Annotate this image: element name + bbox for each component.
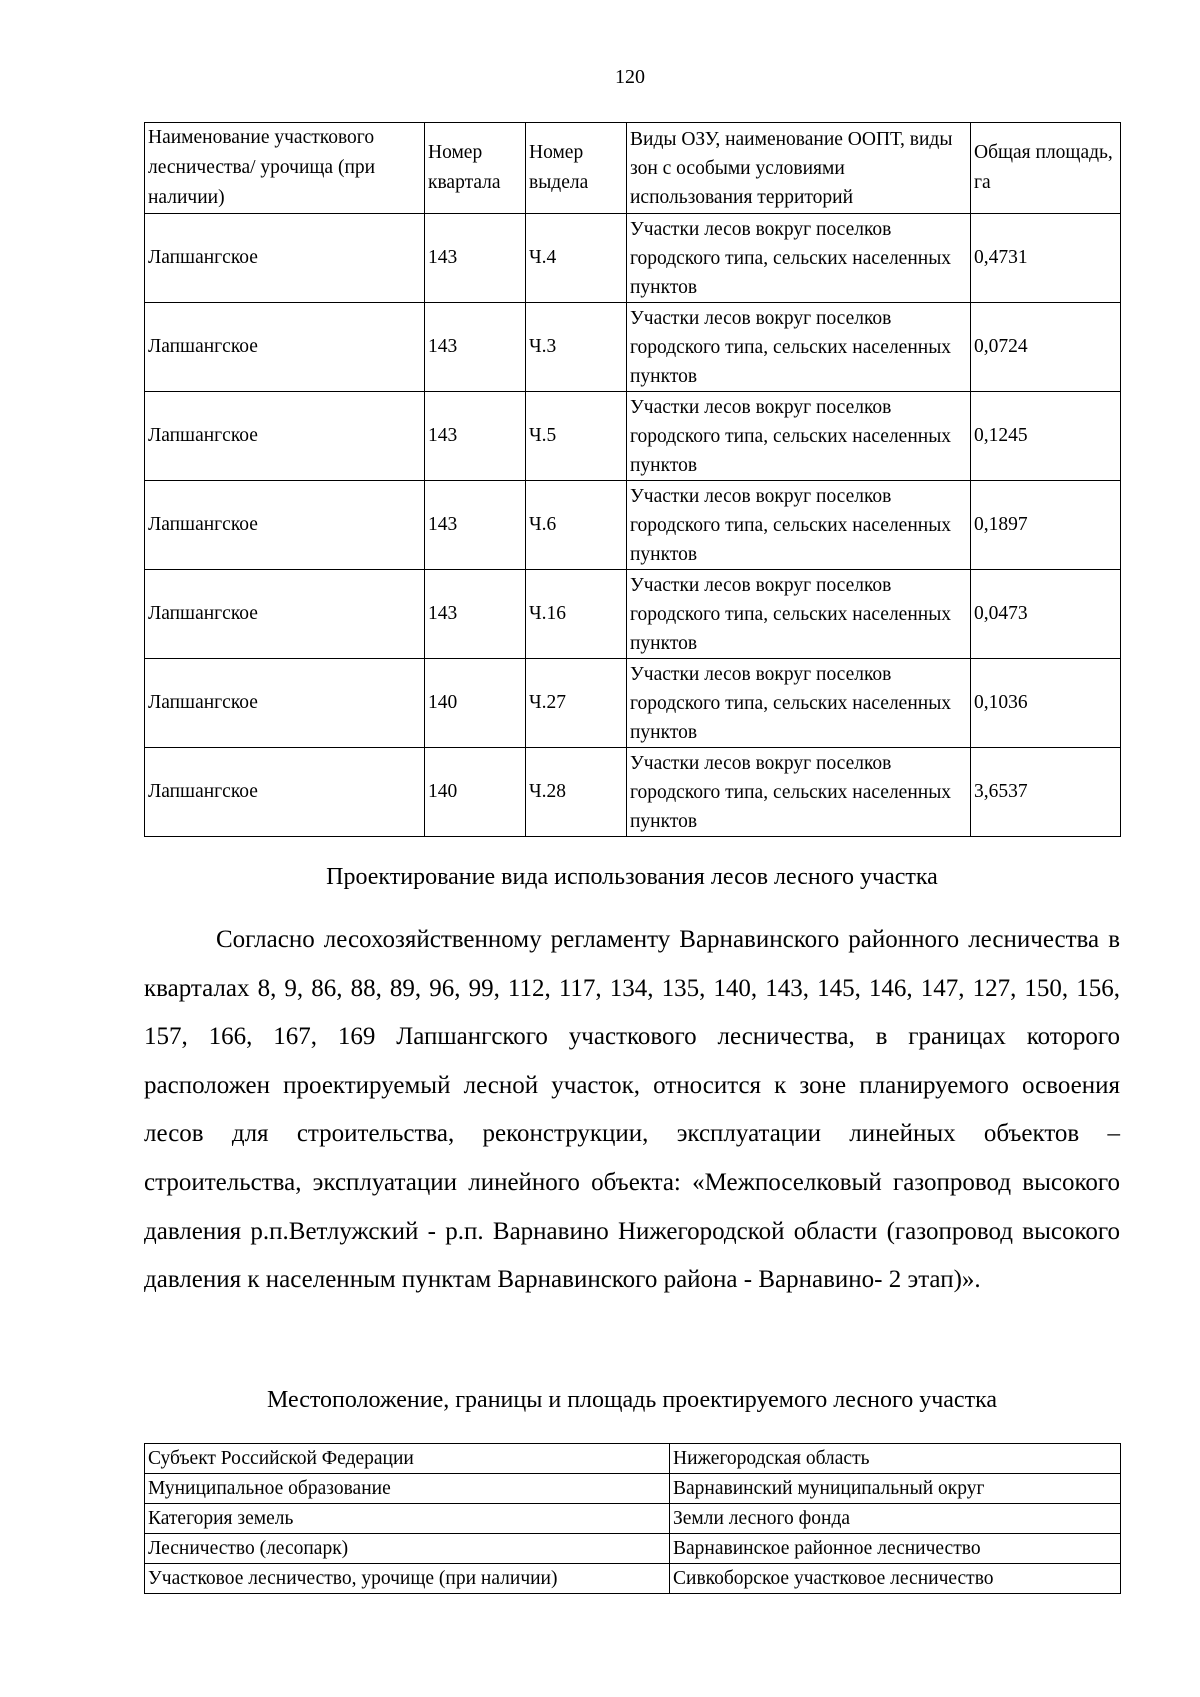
table-cell: Участки лесов вокруг поселков городского типа, сельских населенных пунктов: [627, 748, 971, 837]
table-cell: Участки лесов вокруг поселков городского типа, сельских населенных пунктов: [627, 214, 971, 303]
table-cell: Категория земель: [145, 1504, 670, 1534]
table-cell: Варнавинское районное лесничество: [670, 1534, 1121, 1564]
table-cell: Лапшангское: [145, 481, 425, 570]
table-cell: Участки лесов вокруг поселков городского типа, сельских населенных пунктов: [627, 392, 971, 481]
table-cell: Ч.27: [526, 659, 627, 748]
forest-plots-table: [144, 122, 1121, 837]
table-cell: Ч.16: [526, 570, 627, 659]
table-cell: Субъект Российской Федерации: [145, 1444, 670, 1474]
table-row: [145, 1474, 1121, 1504]
table-cell: 143: [425, 214, 526, 303]
table-cell: Лапшангское: [145, 570, 425, 659]
table-cell: Ч.4: [526, 214, 627, 303]
location-info-table: [144, 1443, 1121, 1594]
header-cell: Номер выдела: [526, 123, 627, 214]
body-paragraph: Согласно лесохозяйственному регламенту Варнавинского районного лесничества в кварталах 8, 9, 86, 88, 89, 96, 99, 112, 117, 134, 135, 140, 143, 145, 146, 147, 127, 150, 156, 157, 166, 167, 169 Лапшангского участкового лесничества, в границах которого расположен проектируемый лесной участок, относится к зоне планируемого освоения лесов для строительства, реконструкции, эксплуатации линейных объектов – строительства, эксплуатации линейного объекта: «Межпоселковый газопровод высокого давления р.п.Ветлужский - р.п. Варнавино Нижегородской области (газопровод высокого давления к населенным пунктам Варнавинского района - Варнавино- 2 этап)».: [144, 926, 1120, 1294]
table-header-row: [145, 123, 1121, 214]
table-cell: Варнавинский муниципальный округ: [670, 1474, 1121, 1504]
table-cell: 143: [425, 392, 526, 481]
table-cell: 143: [425, 303, 526, 392]
table-cell: Муниципальное образование: [145, 1474, 670, 1504]
table-row: [145, 1564, 1121, 1594]
table-cell: Сивкоборское участковое лесничество: [670, 1564, 1121, 1594]
table-row: [145, 659, 1121, 748]
header-cell: Виды ОЗУ, наименование ООПТ, виды зон с особыми условиями использования территорий: [627, 123, 971, 214]
table-cell: 3,6537: [971, 748, 1121, 837]
table-row: [145, 1444, 1121, 1474]
table-cell: Участки лесов вокруг поселков городского типа, сельских населенных пунктов: [627, 659, 971, 748]
header-cell: Общая площадь, га: [971, 123, 1121, 214]
table-row: [145, 1534, 1121, 1564]
table-cell: Участковое лесничество, урочище (при наличии): [145, 1564, 670, 1594]
table-cell: Лесничество (лесопарк): [145, 1534, 670, 1564]
table-cell: 143: [425, 481, 526, 570]
table-row: [145, 214, 1121, 303]
table-cell: 140: [425, 748, 526, 837]
table-cell: Лапшангское: [145, 392, 425, 481]
table-cell: 0,4731: [971, 214, 1121, 303]
table-cell: 0,1036: [971, 659, 1121, 748]
section-heading-forest-use: Проектирование вида использования лесов лесного участка: [326, 864, 938, 890]
table-cell: 140: [425, 659, 526, 748]
table-cell: 0,1245: [971, 392, 1121, 481]
table-cell: 0,1897: [971, 481, 1121, 570]
header-cell: Наименование участкового лесничества/ урочища (при наличии): [145, 123, 425, 214]
table-cell: 0,0724: [971, 303, 1121, 392]
table-cell: Ч.5: [526, 392, 627, 481]
table-row: [145, 748, 1121, 837]
table-row: [145, 303, 1121, 392]
table-cell: Лапшангское: [145, 303, 425, 392]
table-row: [145, 570, 1121, 659]
table-cell: Земли лесного фонда: [670, 1504, 1121, 1534]
table-cell: Участки лесов вокруг поселков городского типа, сельских населенных пунктов: [627, 303, 971, 392]
table-cell: Участки лесов вокруг поселков городского типа, сельских населенных пунктов: [627, 570, 971, 659]
table-cell: Нижегородская область: [670, 1444, 1121, 1474]
table-cell: Ч.3: [526, 303, 627, 392]
table-row: [145, 392, 1121, 481]
table-cell: Участки лесов вокруг поселков городского типа, сельских населенных пунктов: [627, 481, 971, 570]
table-cell: Лапшангское: [145, 659, 425, 748]
table-cell: Ч.6: [526, 481, 627, 570]
table-cell: Ч.28: [526, 748, 627, 837]
table-cell: Лапшангское: [145, 214, 425, 303]
table-cell: Лапшангское: [145, 748, 425, 837]
section-heading-location: Местоположение, границы и площадь проектируемого лесного участка: [266, 1387, 998, 1413]
page-number: 120: [615, 66, 645, 88]
header-cell: Номер квартала: [425, 123, 526, 214]
table-cell: 0,0473: [971, 570, 1121, 659]
table-row: [145, 1504, 1121, 1534]
table-cell: 143: [425, 570, 526, 659]
table-row: [145, 481, 1121, 570]
